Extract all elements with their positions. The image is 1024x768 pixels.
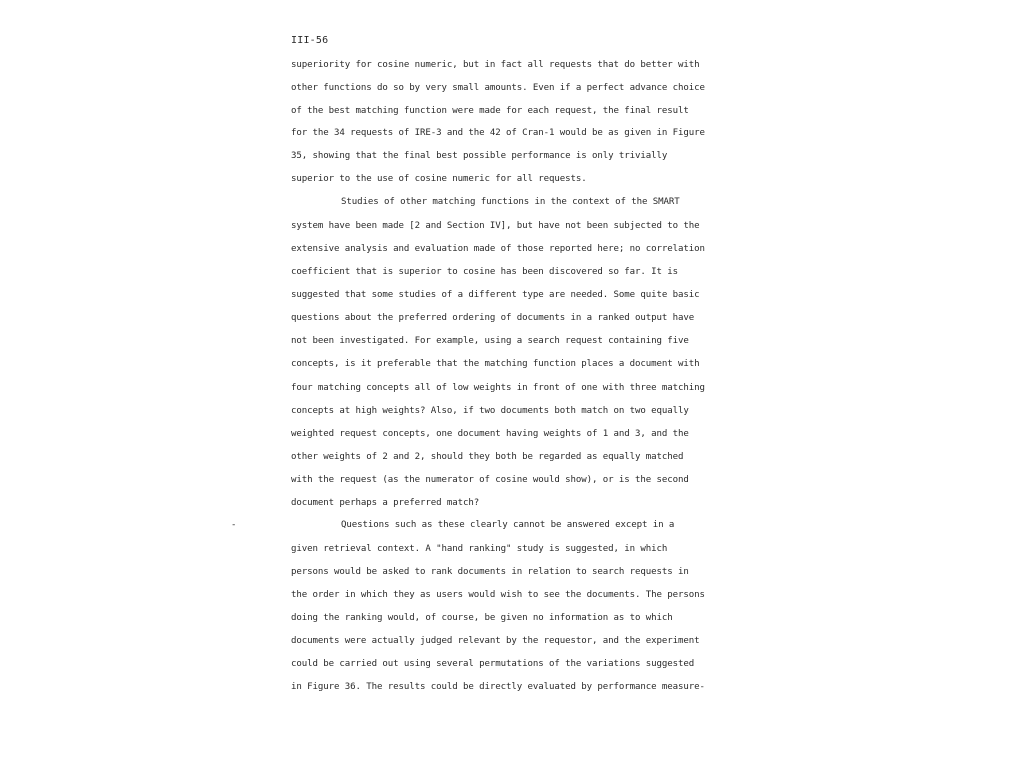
text-line: the order in which they as users would wish to see the documents. The persons [291,590,705,600]
text-line: doing the ranking would, of course, be given no information as to which [291,613,673,623]
text-line: four matching concepts all of low weights in front of one with three matching [291,383,705,393]
text-line: concepts at high weights? Also, if two documents both match on two equally [291,406,689,416]
text-line: with the request (as the numerator of cosine would show), or is the second [291,475,689,485]
text-line: other weights of 2 and 2, should they both be regarded as equally matched [291,452,684,462]
text-line: of the best matching function were made for each request, the final result [291,106,689,116]
text-line: given retrieval context. A "hand ranking" study is suggested, in which [291,544,668,554]
text-line: other functions do so by very small amounts. Even if a perfect advance choice [291,83,705,93]
text-line: document perhaps a preferred match? [291,498,480,508]
margin-mark: - [231,520,237,530]
text-line: persons would be asked to rank documents in relation to search requests in [291,567,689,577]
text-line: 35, showing that the final best possible performance is only trivially [291,151,668,161]
text-line: coefficient that is superior to cosine has been discovered so far. It is [291,267,678,277]
text-line: concepts, is it preferable that the matching function places a document with [291,359,700,369]
text-line: questions about the preferred ordering of documents in a ranked output have [291,313,695,323]
text-line: superior to the use of cosine numeric for all requests. [291,174,587,184]
paragraph-start-line: Questions such as these clearly cannot be answered except in a [341,520,675,530]
text-line: not been investigated. For example, using a search request containing five [291,336,689,346]
text-line: weighted request concepts, one document having weights of 1 and 3, and the [291,429,689,439]
text-line: documents were actually judged relevant by the requestor, and the experiment [291,636,700,646]
text-line: system have been made [2 and Section IV], but have not been subjected to the [291,221,700,231]
text-line: extensive analysis and evaluation made of those reported here; no correlation [291,244,705,254]
text-line: could be carried out using several permutations of the variations suggested [291,659,695,669]
text-line: superiority for cosine numeric, but in fact all requests that do better with [291,60,700,70]
text-line: for the 34 requests of IRE-3 and the 42 of Cran-1 would be as given in Figure [291,128,705,138]
page-number: III-56 [291,35,329,46]
text-line: suggested that some studies of a different type are needed. Some quite basic [291,290,700,300]
text-line: in Figure 36. The results could be directly evaluated by performance measure- [291,682,705,692]
paragraph-start-line: Studies of other matching functions in the context of the SMART [341,197,680,207]
